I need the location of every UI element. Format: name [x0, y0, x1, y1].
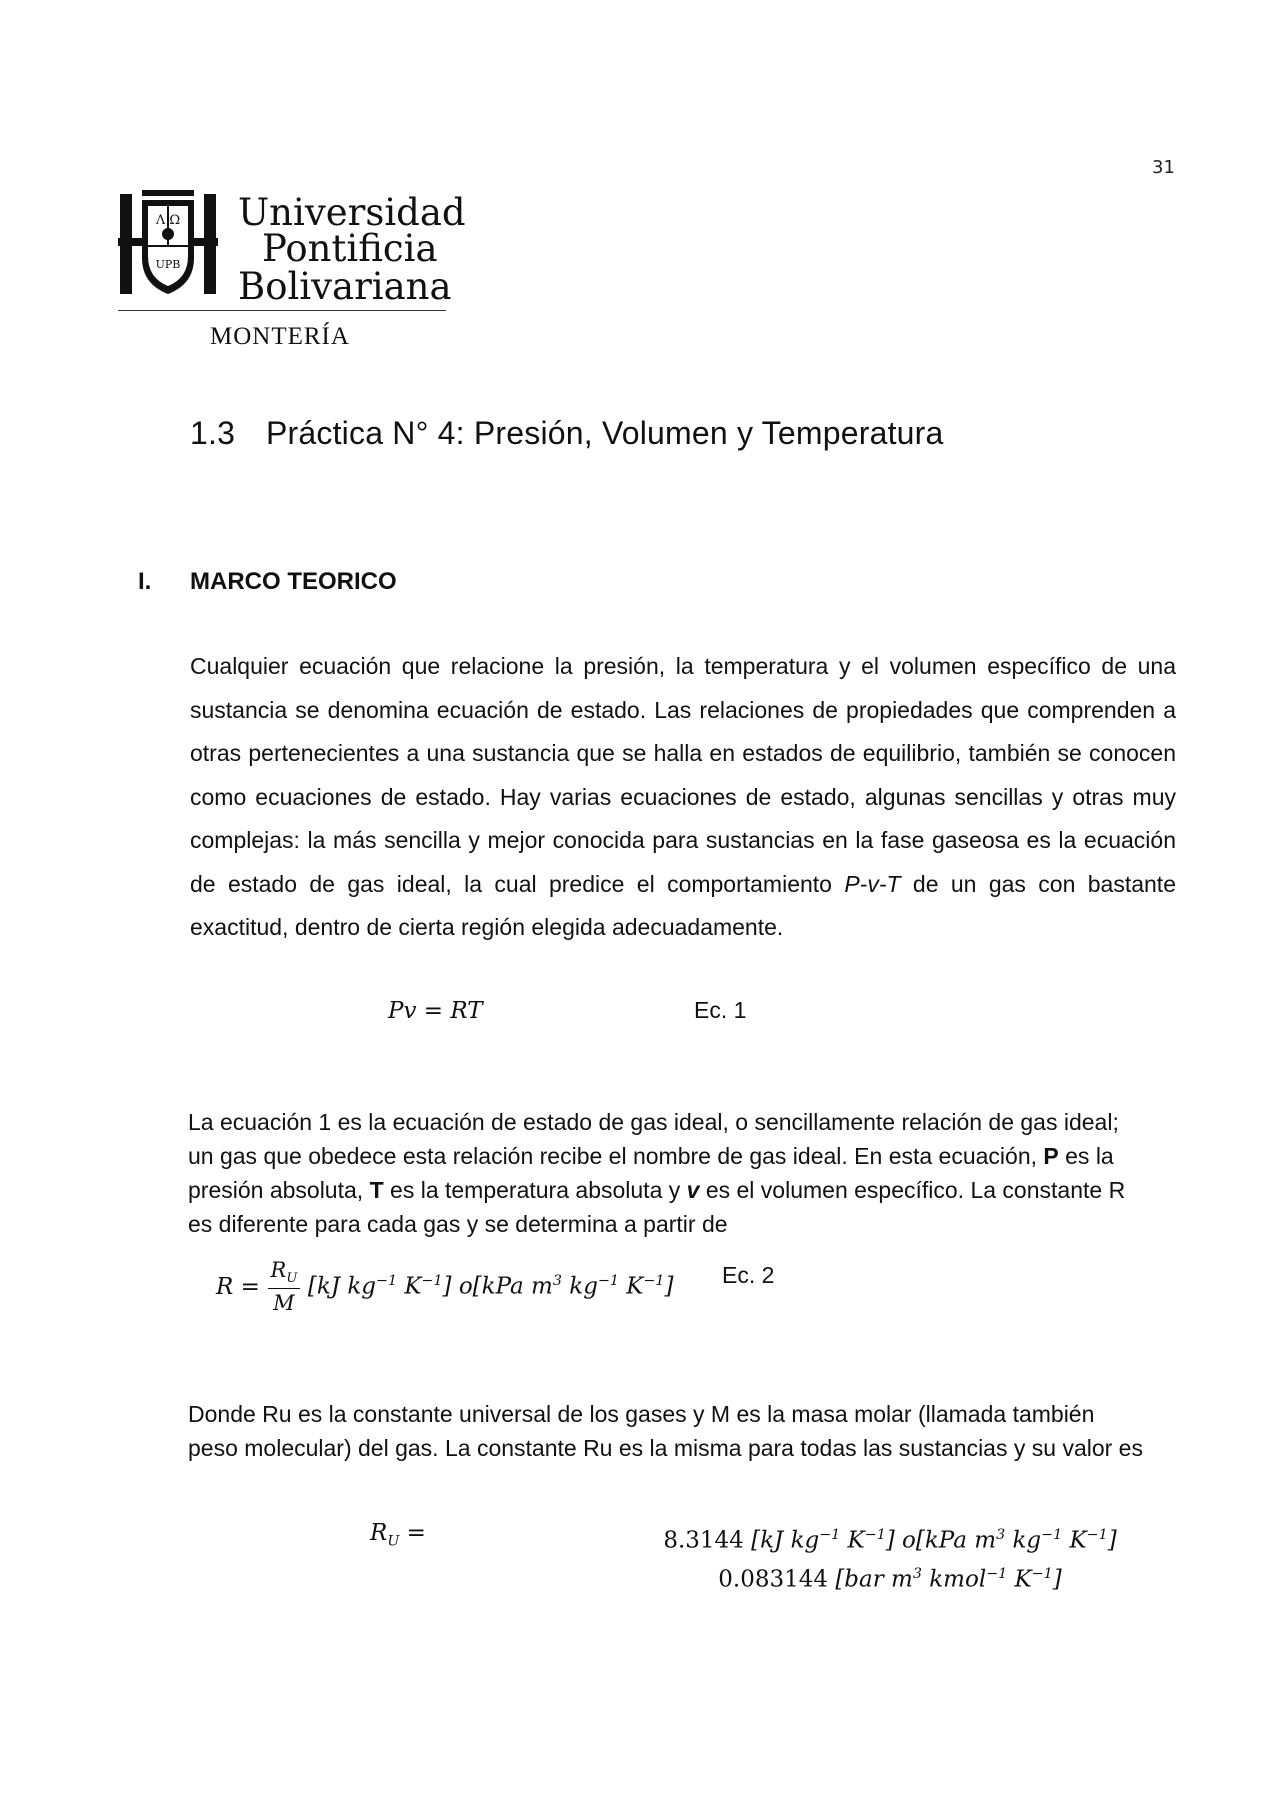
theory-paragraph-3 [188, 1397, 1148, 1465]
equation-2-fraction [268, 1258, 300, 1315]
logo-line-3: Bolivariana [238, 265, 452, 308]
paragraph2-text-2: es la presión absoluta, [188, 1143, 1114, 1203]
paragraph2-text-4: es el volumen específico. La constante R es diferente para cada gas y se determina a partir de [188, 1177, 1126, 1237]
volume-symbol: v [686, 1177, 700, 1203]
paragraph1-text-a: Cualquier ecuación que relacione la presión, la temperatura y el volumen específico de una sustancia se denomina ecuación de estado. Las relaciones de propiedades que comprenden a otras pertenecientes a una sustancia que se halla en estados de equilibrio, también se conocen como ecuaciones de estado. Hay varias ecuaciones de estado, algunas sencillas y otras muy complejas: la más sencilla y mejor conocida para sustancias en la fase gaseosa es la ecuación de estado de gas ideal, la cual predice el comportamiento [190, 653, 1176, 897]
equation-2-lhs: R = [216, 1273, 260, 1300]
pvt-italic: P-v-T [844, 870, 901, 897]
section-number: I. [138, 568, 152, 595]
emblem-initials: UPB [155, 258, 181, 271]
title-text: Práctica N° 4: Presión, Volumen y Temperatura [266, 415, 944, 451]
page-number: 31 [1152, 157, 1175, 178]
ru-value-line-2: 0.083144 [bar $m^3$ kmol$^{-1}$ $K^{-1}$] [718, 1565, 1062, 1593]
logo-city: MONTERÍA [210, 323, 350, 350]
equation-1: Pv = RT [388, 998, 483, 1024]
logo-line-1: Universidad [238, 191, 466, 234]
paragraph1-text-b: de un gas con bastante exactitud, dentro de cierta región elegida adecuadamente. [190, 870, 1176, 940]
ru-values [630, 1519, 1150, 1596]
fraction-denominator: M [273, 1291, 295, 1316]
fraction-bar [268, 1288, 300, 1289]
ru-value-line-1: 8.3144 [kJ $kg^{-1}$ $K^{-1}$] o[kPa $m^3$ $kg^{-1}$ $K^{-1}$] [663, 1527, 1117, 1554]
page-title [190, 415, 944, 452]
emblem-greek-letters: Λ Ω [155, 213, 181, 228]
fraction-numerator-sub: U [286, 1271, 298, 1287]
paragraph3-text: Donde Ru es la constante universal de los gases y M es la masa molar (llamada también peso molecular) del gas. La constante Ru es la misma para todas las sustancias y su valor es [188, 1401, 1143, 1461]
pressure-symbol: P [1043, 1143, 1059, 1169]
fraction-numerator: R [270, 1258, 287, 1282]
logo-divider [118, 310, 446, 311]
title-number: 1.3 [190, 415, 236, 451]
logo-line-2: Pontificia [262, 227, 438, 270]
theory-paragraph-1 [190, 645, 1176, 950]
theory-paragraph-2 [188, 1105, 1148, 1241]
university-logo [118, 188, 466, 358]
temperature-symbol: T [369, 1177, 384, 1203]
university-crest-icon [118, 188, 218, 300]
equation-2-label: Ec. 2 [722, 1262, 775, 1288]
equation-2 [216, 1258, 673, 1315]
ru-symbol: $R_U$ = [370, 1520, 426, 1550]
paragraph2-text-3: es la temperatura absoluta y [383, 1177, 687, 1203]
equation-1-label: Ec. 1 [694, 997, 747, 1023]
equation-2-units: [kJ $kg^{-1}$ $K^{-1}$] o[kPa $m^3$ $kg^{-1}$ $K^{-1}$] [307, 1273, 674, 1300]
paragraph2-text-1: La ecuación 1 es la ecuación de estado de gas ideal, o sencillamente relación de gas ideal; un gas que obedece esta relación recibe el nombre de gas ideal. En esta ecuación, [188, 1109, 1119, 1169]
section-title: MARCO TEORICO [190, 568, 397, 595]
